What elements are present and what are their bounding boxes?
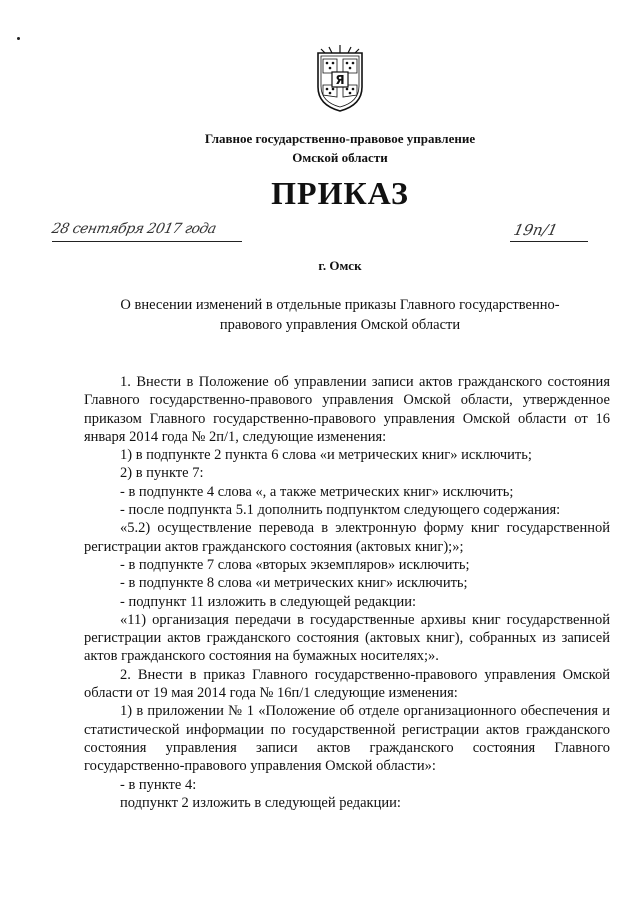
body-paragraph: «5.2) осуществление перевода в электронную форму книг государственной регистрации актов гражданского состояния (актовых книг);»; <box>84 520 610 555</box>
document-number-field <box>510 219 590 245</box>
number-underline <box>510 241 588 242</box>
body-paragraph: - подпункт 11 изложить в следующей редакции: <box>120 593 417 610</box>
body-paragraph: 1) в приложении № 1 «Положение об отделе организационного обеспечения и статистической информации по государственной регистрации актов гражданского состояния управления записи актов гражданского состояния Главного государственно-правового управления Омской области»: <box>84 703 610 775</box>
body-paragraph: - после подпункта 5.1 дополнить подпунктом следующего содержания: <box>120 502 561 519</box>
body-paragraph: - в пункте 4: <box>120 776 197 793</box>
body-paragraph: - в подпункте 4 слова «, а также метрических книг» исключить; <box>120 483 514 500</box>
city-line: г. Омск <box>318 258 362 273</box>
body-paragraph: - в подпункте 7 слова «вторых экземпляров» исключить; <box>120 556 470 573</box>
document-date-field <box>52 219 242 245</box>
organization-name-line1: Главное государственно-правовое управление <box>204 131 476 146</box>
body-paragraph: 1. Внести в Положение об управлении записи актов гражданского состояния Главного государственно-правового управления Омской области, утвержденное приказом Главного государственно-правового управления Омской области от 16 января 2014 года № 2п/1, следующие изменения: <box>84 374 610 445</box>
organization-name-line2: Омской области <box>292 150 388 165</box>
body-paragraph: 2. Внести в приказ Главного государственно-правового управления Омской области от 19 мая 2014 года № 16п/1 следующие изменения: <box>84 666 610 702</box>
date-underline <box>52 241 242 242</box>
body-paragraph: подпункт 2 изложить в следующей редакции: <box>120 794 401 811</box>
document-body <box>84 373 610 812</box>
handwritten-number: 19п/1 <box>512 221 560 239</box>
scan-speck <box>17 37 20 40</box>
body-paragraph: 1) в подпункте 2 пункта 6 слова «и метрических книг» исключить; <box>120 447 532 464</box>
body-paragraph: «11) организация передачи в государственные архивы книг государственной регистрации актов гражданского состояния (актовых книг), собранных из записей актов гражданского состояния на бумажных носителях;». <box>84 611 610 665</box>
document-subject: О внесении изменений в отдельные приказы Главного государственно-правового управления Омской области <box>120 297 560 333</box>
handwritten-date: 28 сентября 2017 года <box>50 221 218 237</box>
body-paragraph: - в подпункте 8 слова «и метрических книг» исключить; <box>120 575 468 592</box>
document-type-title: ПРИКАЗ <box>271 175 409 211</box>
body-paragraph: 2) в пункте 7: <box>120 465 204 482</box>
emblem-letter: Я <box>335 73 345 87</box>
omsk-coat-of-arms-icon <box>315 45 365 113</box>
